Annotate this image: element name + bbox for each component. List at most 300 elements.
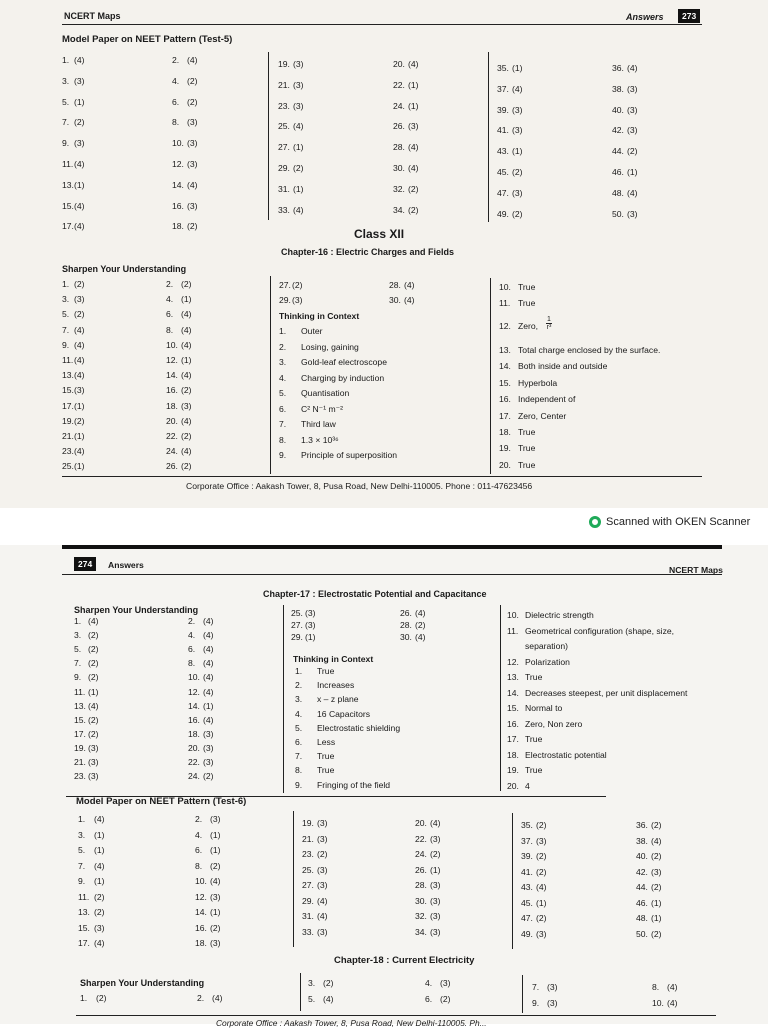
question-number: 28. xyxy=(393,142,405,153)
answer-value: (4) xyxy=(512,83,523,94)
answer-value: (2) xyxy=(181,385,192,396)
divider xyxy=(300,973,301,1011)
answer-value: (4) xyxy=(627,187,638,198)
question-number: 12. xyxy=(166,355,178,365)
answer-value: (3) xyxy=(88,757,99,767)
answer-value: (2) xyxy=(96,993,107,1003)
question-number: 3. xyxy=(78,829,86,840)
answer-text: Losing, gaining xyxy=(301,341,359,352)
answer-text: Zero, Center xyxy=(518,410,567,421)
answer-text: C² N⁻¹ m⁻² xyxy=(301,403,344,414)
question-number: 9. xyxy=(532,998,540,1008)
answer-value: (4) xyxy=(181,415,192,426)
divider xyxy=(522,975,523,1013)
answer-value: (1) xyxy=(293,142,304,153)
answer-value: (4) xyxy=(74,324,85,335)
answer-value: (3) xyxy=(317,818,328,828)
question-number: 4. xyxy=(195,829,203,840)
answer-value: (3) xyxy=(210,938,221,948)
answer-value: (4) xyxy=(627,63,638,73)
answer-value: (1) xyxy=(627,167,638,177)
answer-value: (4) xyxy=(181,324,192,335)
footer-rule xyxy=(76,1015,716,1016)
question-number: 21. xyxy=(74,757,86,767)
answer-value: (1) xyxy=(651,897,662,908)
question-number: 5. xyxy=(295,722,303,733)
question-number: 22. xyxy=(415,833,427,844)
top-rule xyxy=(62,545,722,549)
answer-text: Geometrical configuration (shape, size, xyxy=(525,625,675,636)
question-number: 35. xyxy=(497,63,509,73)
question-number: 14. xyxy=(195,907,207,917)
question-number: 3. xyxy=(308,978,316,988)
answer-value: (4) xyxy=(74,200,85,211)
question-number: 18. xyxy=(507,749,519,760)
question-number: 25. xyxy=(278,121,290,132)
answer-value: (4) xyxy=(323,994,334,1004)
question-number: 44. xyxy=(612,146,624,157)
answer-value: (3) xyxy=(430,926,441,937)
question-number: 42. xyxy=(612,125,624,136)
answer-value: (3) xyxy=(88,742,99,753)
question-number: 10. xyxy=(166,339,178,350)
question-number: 10. xyxy=(507,610,519,620)
question-number: 31. xyxy=(302,911,314,921)
question-number: 14. xyxy=(172,179,184,190)
answer-value: (2) xyxy=(74,415,85,426)
question-number: 23. xyxy=(278,100,290,111)
scanner-logo-icon xyxy=(589,516,601,528)
question-number: 2. xyxy=(166,279,174,289)
answer-text: 1.3 × 10³⁶ xyxy=(301,434,339,445)
answer-value: (2) xyxy=(88,672,99,683)
header-right: Answers xyxy=(626,12,664,22)
question-number: 7. xyxy=(279,419,287,429)
question-number: 13. xyxy=(507,672,519,682)
answer-value: (1) xyxy=(651,913,662,923)
question-number: 2. xyxy=(295,680,303,691)
footer-address: Corporate Office : Aakash Tower, 8, Pusa Road, New Delhi-110005. Ph... xyxy=(216,1018,487,1028)
question-number: 3. xyxy=(74,630,82,641)
question-number: 13. xyxy=(74,700,86,711)
question-number: 30. xyxy=(400,632,412,643)
question-number: 13. xyxy=(62,179,74,190)
answer-value: (4) xyxy=(181,370,192,381)
question-number: 29. xyxy=(302,895,314,906)
answer-value: (3) xyxy=(627,104,638,115)
answer-value: (4) xyxy=(404,294,415,305)
question-number: 32. xyxy=(393,183,405,194)
question-number: 17. xyxy=(74,728,86,739)
answer-value: (2) xyxy=(181,461,192,472)
answer-value: (4) xyxy=(88,616,99,626)
answer-value: (2) xyxy=(88,630,99,641)
question-number: 25. xyxy=(291,608,303,618)
chapter-16-title: Chapter-16 : Electric Charges and Fields xyxy=(281,247,455,257)
answer-value: (2) xyxy=(408,204,419,215)
answer-value: (3) xyxy=(74,138,85,149)
answer-text: separation) xyxy=(525,641,568,651)
answer-value: (4) xyxy=(203,658,214,669)
question-number: 50. xyxy=(612,208,624,219)
question-number: 30. xyxy=(393,163,405,173)
question-number: 29. xyxy=(279,294,291,305)
question-number: 26. xyxy=(166,461,178,472)
answer-value: (1) xyxy=(181,355,192,365)
answer-value: (1) xyxy=(305,632,316,643)
answer-value: (4) xyxy=(203,616,214,626)
answer-value: (3) xyxy=(203,742,214,753)
test6-title: Model Paper on NEET Pattern (Test-6) xyxy=(76,796,247,807)
question-number: 6. xyxy=(295,737,303,747)
question-number: 25. xyxy=(302,864,314,875)
question-number: 19. xyxy=(302,818,314,828)
answer-text: True xyxy=(525,765,543,775)
answer-value: (3) xyxy=(94,922,105,933)
divider xyxy=(270,276,271,474)
divider xyxy=(500,605,501,791)
answer-value: (2) xyxy=(88,714,99,725)
answer-value: (3) xyxy=(88,771,99,782)
question-number: 17. xyxy=(62,221,74,232)
question-number: 3. xyxy=(295,694,303,705)
question-number: 30. xyxy=(415,895,427,906)
question-number: 10. xyxy=(195,876,207,886)
answer-value: (2) xyxy=(74,279,85,289)
question-number: 36. xyxy=(636,820,648,830)
question-number: 40. xyxy=(636,851,648,861)
question-number: 46. xyxy=(636,897,648,908)
question-number: 37. xyxy=(497,83,509,94)
answer-value: (4) xyxy=(667,982,678,992)
answer-value: (4) xyxy=(667,998,678,1008)
question-number: 23. xyxy=(302,849,314,859)
question-number: 1. xyxy=(80,993,88,1003)
answer-value: (2) xyxy=(292,280,303,290)
answer-value: (1) xyxy=(74,431,85,441)
answer-value: (2) xyxy=(293,163,304,173)
tic-title: Thinking in Context xyxy=(279,311,360,321)
answer-text: True xyxy=(317,751,335,762)
answer-value: (4) xyxy=(187,55,198,65)
question-number: 34. xyxy=(415,926,427,937)
question-number: 7. xyxy=(532,982,540,992)
answer-value: (4) xyxy=(181,309,192,320)
answer-text: Zero, Non zero xyxy=(525,718,583,729)
question-number: 2. xyxy=(188,616,196,626)
answer-value: (3) xyxy=(181,400,192,411)
answer-value: (3) xyxy=(210,814,221,824)
question-number: 8. xyxy=(172,117,180,128)
answer-value: (3) xyxy=(203,757,214,767)
question-number: 45. xyxy=(497,167,509,177)
question-number: 5. xyxy=(62,309,70,320)
question-number: 34. xyxy=(393,204,405,215)
question-number: 12. xyxy=(195,891,207,902)
answer-value: (2) xyxy=(651,928,662,939)
answer-value: (2) xyxy=(536,866,547,877)
answer-value: (2) xyxy=(651,882,662,892)
answer-value: (3) xyxy=(187,138,198,149)
question-number: 19. xyxy=(507,765,519,775)
answer-value: (4) xyxy=(293,121,304,132)
answer-value: (3) xyxy=(547,998,558,1008)
answer-value: (3) xyxy=(408,121,419,132)
page-273 xyxy=(0,0,768,508)
question-number: 8. xyxy=(279,434,287,445)
footer-address: Corporate Office : Aakash Tower, 8, Pusa Road, New Delhi-110005. Phone : 011-47623456 xyxy=(186,481,533,491)
answer-value: (4) xyxy=(203,686,214,697)
question-number: 26. xyxy=(400,608,412,618)
answer-text: Both inside and outside xyxy=(518,361,608,372)
question-number: 9. xyxy=(62,138,70,149)
answer-value: (4) xyxy=(94,814,105,824)
question-number: 13. xyxy=(62,370,74,381)
answer-text: True xyxy=(317,765,335,776)
question-number: 6. xyxy=(279,403,287,414)
answer-value: (1) xyxy=(94,876,105,886)
answer-value: (2) xyxy=(430,849,441,859)
chapter-17-title: Chapter-17 : Electrostatic Potential and Capacitance xyxy=(263,589,487,599)
question-number: 9. xyxy=(279,450,287,460)
question-number: 18. xyxy=(499,427,511,437)
question-number: 6. xyxy=(195,845,203,855)
answer-value: (1) xyxy=(293,183,304,194)
question-number: 41. xyxy=(521,866,533,877)
question-number: 29. xyxy=(278,163,290,173)
question-number: 16. xyxy=(195,922,207,933)
header-right: NCERT Maps xyxy=(669,565,723,575)
answer-value: (3) xyxy=(305,608,316,618)
answer-value: (2) xyxy=(323,978,334,988)
question-number: 9. xyxy=(74,672,82,683)
divider xyxy=(490,278,491,474)
answer-text: True xyxy=(525,734,543,744)
question-number: 24. xyxy=(188,771,200,782)
fraction-denominator: r³ xyxy=(546,324,552,331)
answer-value: (3) xyxy=(317,926,328,937)
answer-value: (3) xyxy=(203,728,214,739)
question-number: 17. xyxy=(507,734,519,744)
question-number: 30. xyxy=(389,294,401,305)
answer-value: (3) xyxy=(651,866,662,877)
syu2-title: Sharpen Your Understanding xyxy=(80,978,205,988)
answer-value: (3) xyxy=(317,833,328,844)
answer-text: Quantisation xyxy=(301,388,350,398)
answer-text: Normal to xyxy=(525,703,563,713)
answer-value: (3) xyxy=(536,835,547,846)
question-number: 12. xyxy=(507,656,519,667)
question-number: 3. xyxy=(62,75,70,86)
answer-value: (3) xyxy=(305,620,316,631)
question-number: 21. xyxy=(278,79,290,90)
question-number: 33. xyxy=(302,926,314,937)
answer-text: Charging by induction xyxy=(301,372,385,383)
header-rule xyxy=(62,574,722,575)
question-number: 9. xyxy=(78,876,86,886)
question-number: 1. xyxy=(78,814,86,824)
question-number: 6. xyxy=(188,644,196,655)
question-number: 2. xyxy=(279,341,287,352)
question-number: 1. xyxy=(74,616,82,626)
question-number: 19. xyxy=(499,443,511,454)
answer-value: (1) xyxy=(74,96,85,107)
answer-text: Dielectric strength xyxy=(525,610,594,620)
question-number: 46. xyxy=(612,167,624,177)
answer-value: (2) xyxy=(94,891,105,902)
syu-title: Sharpen Your Understanding xyxy=(62,264,187,274)
question-number: 15. xyxy=(62,385,74,396)
syu-title: Sharpen Your Understanding xyxy=(74,605,199,615)
answer-value: (1) xyxy=(210,829,221,840)
question-number: 18. xyxy=(166,400,178,411)
answer-value: (3) xyxy=(627,208,638,219)
chapter-18-title: Chapter-18 : Current Electricity xyxy=(334,955,475,966)
question-number: 8. xyxy=(166,324,174,335)
question-number: 16. xyxy=(188,714,200,725)
question-number: 15. xyxy=(78,922,90,933)
answer-value: (3) xyxy=(627,83,638,94)
divider xyxy=(512,813,513,949)
page-number: 273 xyxy=(678,9,700,23)
question-number: 17. xyxy=(499,410,511,421)
question-number: 8. xyxy=(652,982,660,992)
answer-text: x – z plane xyxy=(317,694,359,705)
question-number: 13. xyxy=(499,345,511,355)
question-number: 19. xyxy=(74,742,86,753)
question-number: 20. xyxy=(415,818,427,828)
answer-value: (3) xyxy=(74,294,85,305)
answer-value: (4) xyxy=(317,895,328,906)
answer-text: Gold-leaf electroscope xyxy=(301,357,387,367)
answer-value: (3) xyxy=(430,911,441,921)
fraction xyxy=(546,316,552,331)
answer-value: (3) xyxy=(547,982,558,992)
answer-text: True xyxy=(518,427,536,437)
question-number: 8. xyxy=(295,765,303,776)
header-left: Answers xyxy=(108,560,144,570)
question-number: 7. xyxy=(62,117,70,128)
question-number: 11. xyxy=(499,297,511,308)
question-number: 48. xyxy=(612,187,624,198)
answer-value: (2) xyxy=(88,644,99,655)
question-number: 47. xyxy=(521,913,533,923)
answer-text: Hyperbola xyxy=(518,377,558,388)
answer-value: (4) xyxy=(408,142,419,153)
answer-text: Electrostatic potential xyxy=(525,749,607,760)
question-number: 10. xyxy=(188,672,200,683)
question-number: 13. xyxy=(78,907,90,917)
answer-text: Decreases steepest, per unit displacement xyxy=(525,687,688,698)
answer-value: (2) xyxy=(210,860,221,871)
answer-value: (2) xyxy=(94,907,105,917)
question-number: 25. xyxy=(62,461,74,472)
answer-value: (3) xyxy=(430,833,441,844)
question-number: 26. xyxy=(393,121,405,132)
answer-value: (4) xyxy=(408,59,419,69)
answer-text: True xyxy=(518,443,536,454)
question-number: 27. xyxy=(302,880,314,890)
answer-value: (2) xyxy=(536,820,547,830)
question-number: 11. xyxy=(507,625,519,636)
answer-value: (2) xyxy=(187,75,198,86)
question-number: 5. xyxy=(74,644,82,655)
answer-value: (3) xyxy=(293,59,304,69)
question-number: 11. xyxy=(78,891,90,902)
question-number: 10. xyxy=(652,998,664,1008)
answer-value: (2) xyxy=(88,658,99,669)
answer-value: (1) xyxy=(74,461,85,472)
question-number: 28. xyxy=(389,280,401,290)
question-number: 8. xyxy=(195,860,203,871)
question-number: 14. xyxy=(507,687,519,698)
answer-value: (3) xyxy=(74,75,85,86)
scanner-watermark xyxy=(589,516,750,528)
answer-value: (4) xyxy=(203,644,214,655)
footer-rule xyxy=(62,476,702,477)
question-number: 2. xyxy=(197,993,205,1003)
answer-text: Electrostatic shielding xyxy=(317,722,401,733)
answer-value: (1) xyxy=(74,400,85,411)
answer-text: Principle of superposition xyxy=(301,450,398,460)
answer-value: (2) xyxy=(536,913,547,923)
question-number: 11. xyxy=(74,686,86,697)
page-number: 274 xyxy=(74,557,96,571)
question-number: 26. xyxy=(415,864,427,875)
answer-value: (3) xyxy=(430,895,441,906)
answer-value: (2) xyxy=(651,851,662,861)
question-number: 10. xyxy=(172,138,184,149)
question-number: 23. xyxy=(62,446,74,457)
answer-text: True xyxy=(518,297,536,308)
question-number: 27. xyxy=(278,142,290,153)
question-number: 19. xyxy=(62,415,74,426)
question-number: 22. xyxy=(188,757,200,767)
answer-value: (3) xyxy=(440,978,451,988)
answer-value: (2) xyxy=(210,922,221,933)
question-number: 28. xyxy=(415,880,427,890)
question-number: 4. xyxy=(188,630,196,641)
answer-value: (2) xyxy=(536,851,547,861)
header-rule xyxy=(62,24,702,25)
question-number: 21. xyxy=(62,431,74,441)
question-number: 20. xyxy=(507,780,519,791)
answer-text: Fringing of the field xyxy=(317,779,391,790)
question-number: 10. xyxy=(499,282,511,292)
answer-text: Increases xyxy=(317,680,355,691)
question-number: 29. xyxy=(291,632,303,643)
answer-value: (4) xyxy=(203,672,214,683)
question-number: 18. xyxy=(172,221,184,232)
answer-value: (3) xyxy=(187,159,198,169)
answer-value: (3) xyxy=(187,117,198,128)
answer-value: (4) xyxy=(88,700,99,711)
answer-value: (3) xyxy=(317,864,328,875)
answer-value: (2) xyxy=(187,96,198,107)
question-number: 1. xyxy=(62,55,70,65)
question-number: 5. xyxy=(78,845,86,855)
question-number: 24. xyxy=(415,849,427,859)
question-number: 43. xyxy=(521,882,533,892)
answer-value: (4) xyxy=(212,993,223,1003)
question-number: 1. xyxy=(279,326,287,336)
answer-text: 16 Capacitors xyxy=(317,708,371,719)
answer-value: (3) xyxy=(187,200,198,211)
answer-value: (4) xyxy=(181,446,192,457)
question-number: 18. xyxy=(188,728,200,739)
question-number: 1. xyxy=(295,666,303,676)
question-number: 17. xyxy=(78,938,90,948)
